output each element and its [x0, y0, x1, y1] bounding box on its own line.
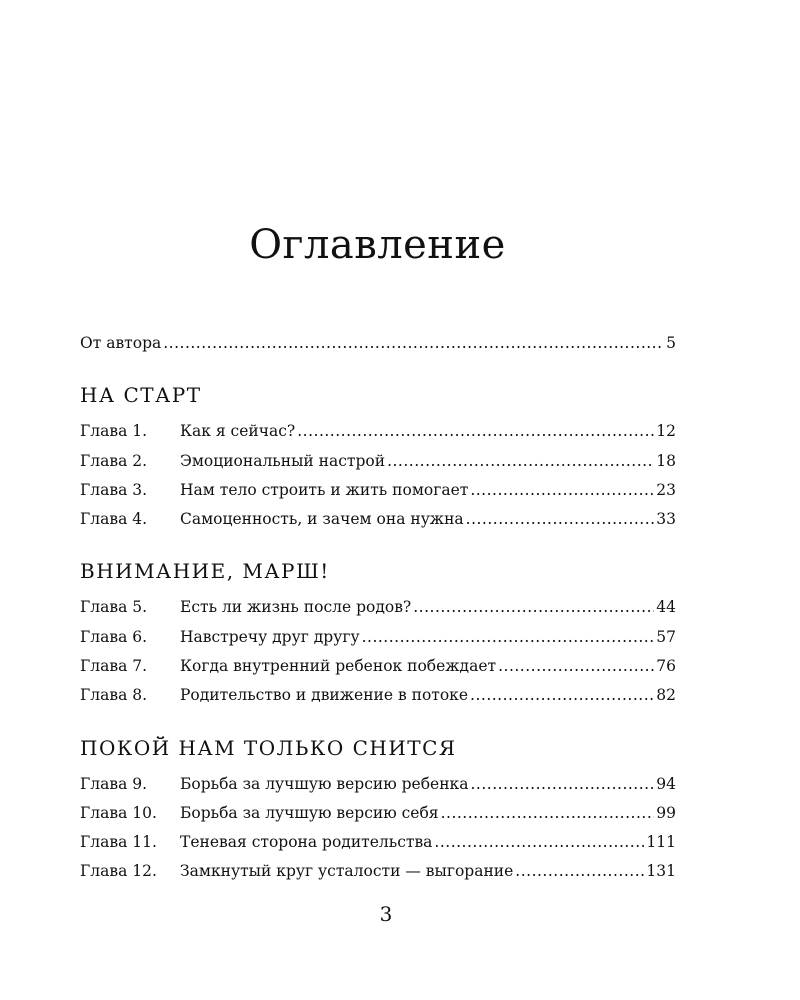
- chapter-title: Родительство и движение в потоке: [180, 686, 469, 704]
- toc-entry[interactable]: [80, 830, 676, 854]
- dot-leader: [498, 654, 654, 678]
- toc-entry[interactable]: [80, 478, 676, 502]
- chapter-page: 33: [656, 510, 676, 528]
- dot-leader: [515, 859, 644, 883]
- toc-entry[interactable]: [80, 683, 676, 707]
- chapter-page: 12: [656, 422, 676, 440]
- page-title: Оглавление: [249, 222, 506, 268]
- dot-leader: [163, 331, 664, 355]
- section-heading: ВНИМАНИЕ, МАРШ!: [80, 559, 330, 583]
- section-heading: ПОКОЙ НАМ ТОЛЬКО СНИТСЯ: [80, 736, 457, 760]
- chapter-label: Глава 6.: [80, 628, 148, 646]
- chapter-page: 76: [656, 657, 676, 675]
- toc-entry[interactable]: [80, 625, 676, 649]
- toc-entry[interactable]: [80, 449, 676, 473]
- chapter-page: 111: [646, 833, 676, 851]
- chapter-page: 82: [656, 686, 676, 704]
- chapter-title: Теневая сторона родительства: [180, 833, 433, 851]
- chapter-page: 94: [656, 775, 676, 793]
- chapter-label: Глава 9.: [80, 775, 148, 793]
- toc-entry[interactable]: [80, 595, 676, 619]
- dot-leader: [434, 830, 644, 854]
- dot-leader: [413, 595, 654, 619]
- dot-leader: [470, 683, 654, 707]
- chapter-page: 131: [646, 862, 676, 880]
- chapter-title: Навстречу друг другу: [180, 628, 360, 646]
- chapter-label: Глава 3.: [80, 481, 148, 499]
- toc-entry[interactable]: [80, 419, 676, 443]
- toc-entry-author[interactable]: [80, 331, 676, 355]
- dot-leader: [470, 478, 654, 502]
- chapter-page: 23: [656, 481, 676, 499]
- chapter-title: Самоценность, и зачем она нужна: [180, 510, 464, 528]
- chapter-title: Как я сейчас?: [180, 422, 296, 440]
- chapter-label: Глава 1.: [80, 422, 148, 440]
- chapter-page: 57: [656, 628, 676, 646]
- toc-entry-title: От автора: [80, 334, 162, 352]
- chapter-label: Глава 7.: [80, 657, 148, 675]
- dot-leader: [470, 772, 654, 796]
- dot-leader: [466, 507, 655, 531]
- chapter-title: Борьба за лучшую версию ребенка: [180, 775, 469, 793]
- page-number: 3: [379, 902, 393, 926]
- chapter-title: Борьба за лучшую версию себя: [180, 804, 439, 822]
- chapter-label: Глава 10.: [80, 804, 157, 822]
- chapter-title: Когда внутренний ребенок побеждает: [180, 657, 497, 675]
- toc-entry[interactable]: [80, 859, 676, 883]
- chapter-label: Глава 4.: [80, 510, 148, 528]
- toc-entry[interactable]: [80, 772, 676, 796]
- dot-leader: [441, 801, 655, 825]
- chapter-page: 18: [656, 452, 676, 470]
- toc-entry[interactable]: [80, 507, 676, 531]
- chapter-title: Нам тело строить и жить помогает: [180, 481, 469, 499]
- chapter-label: Глава 5.: [80, 598, 148, 616]
- chapter-page: 99: [656, 804, 676, 822]
- chapter-title: Есть ли жизнь после родов?: [180, 598, 412, 616]
- toc-entry[interactable]: [80, 801, 676, 825]
- dot-leader: [297, 419, 654, 443]
- chapter-page: 44: [656, 598, 676, 616]
- chapter-label: Глава 8.: [80, 686, 148, 704]
- chapter-label: Глава 2.: [80, 452, 148, 470]
- chapter-label: Глава 12.: [80, 862, 157, 880]
- dot-leader: [362, 625, 655, 649]
- toc-entry[interactable]: [80, 654, 676, 678]
- chapter-title: Эмоциональный настрой: [180, 452, 386, 470]
- dot-leader: [387, 449, 654, 473]
- chapter-label: Глава 11.: [80, 833, 157, 851]
- toc-entry-page: 5: [666, 334, 676, 352]
- section-heading: НА СТАРТ: [80, 383, 202, 407]
- chapter-title: Замкнутый круг усталости — выгорание: [180, 862, 514, 880]
